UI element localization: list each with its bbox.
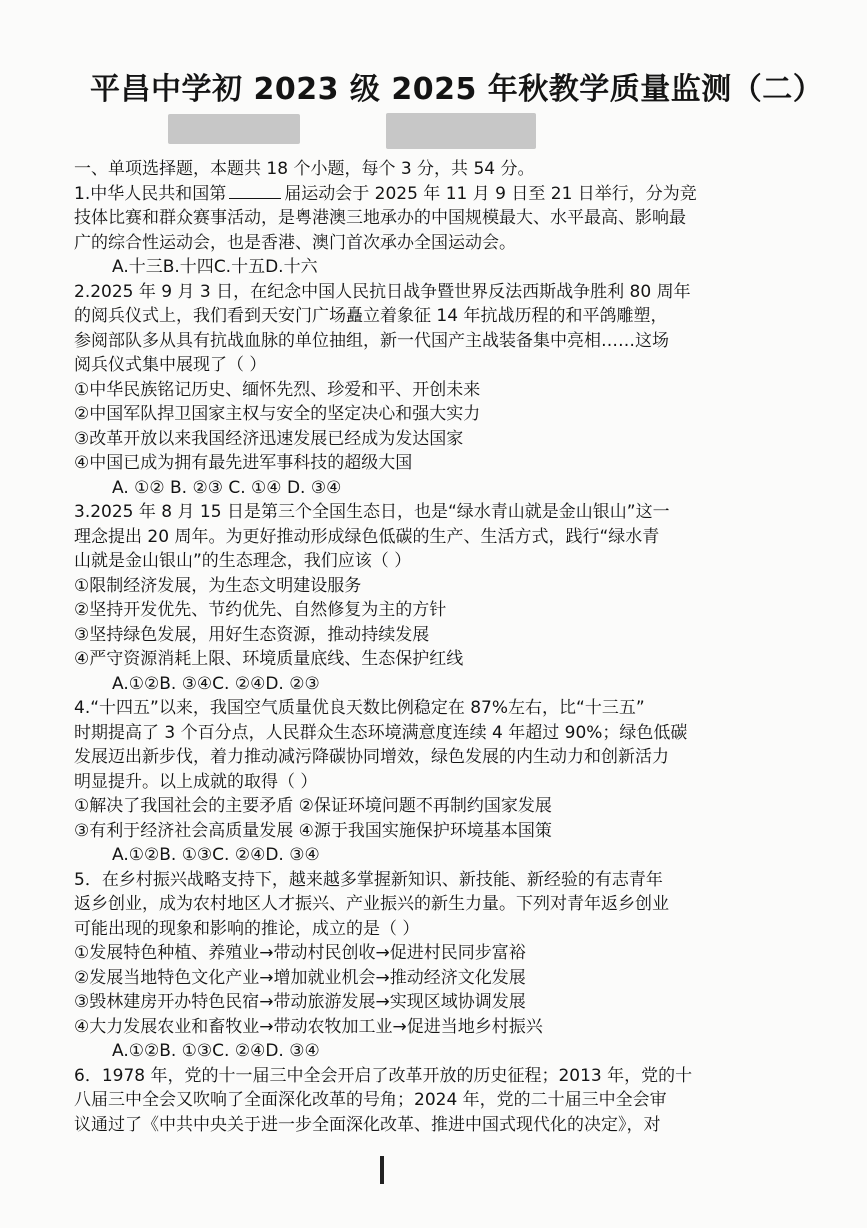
option-a: A.①② — [112, 845, 160, 865]
question-1-line-2: 技体比赛和群众赛事活动，是粤港澳三地承办的中国规模最大、水平最高、影响最 — [74, 208, 686, 228]
question-3-line: 山就是金山银山”的生态理念，我们应该（ ） — [74, 551, 412, 571]
option-d: D. ②③ — [265, 673, 320, 694]
option-c: C. ②④ — [212, 1041, 266, 1061]
option-c: C. ②④ — [212, 673, 266, 694]
question-6-line: 八届三中全会又吹响了全面深化改革的号角；2024 年，党的二十届三中全会审 — [74, 1090, 667, 1110]
option-b: B. ①③ — [159, 845, 213, 865]
question-1-text-b: 届运动会于 2025 年 11 月 9 日至 21 日举行，分为竞 — [284, 183, 697, 204]
question-4-line: 时期提高了 3 个百分点，人民群众生态环境满意度连续 4 年超过 90%；绿色低碳 — [74, 722, 688, 743]
redacted-name-box — [168, 114, 300, 144]
question-4-line: 发展迈出新步伐，着力推动减污降碳协同增效，绿色发展的内生动力和创新活力 — [74, 747, 669, 767]
question-4-statement: ③有利于经济社会高质量发展 ④源于我国实施保护环境基本国策 — [74, 820, 552, 841]
question-5-line: 5．在乡村振兴战略支持下，越来越多掌握新知识、新技能、新经验的有志青年 — [74, 869, 663, 890]
redacted-class-box — [386, 113, 536, 149]
question-2-statement: ②中国军队捍卫国家主权与安全的坚定决心和强大实力 — [74, 404, 481, 424]
question-5-statement: ①发展特色种植、养殖业→带动村民创收→促进村民同步富裕 — [74, 943, 526, 963]
exam-title: 平昌中学初 2023 级 2025 年秋教学质量监测（二） — [90, 72, 824, 107]
question-1-line-1 — [74, 182, 764, 207]
page-number-mark — [380, 1156, 384, 1184]
question-1-line-3: 广的综合性运动会，也是香港、澳门首次承办全国运动会。 — [74, 232, 516, 253]
question-6-line: 议通过了《中共中央关于进一步全面深化改革、推进中国式现代化的决定》，对 — [74, 1114, 661, 1135]
section-heading: 一、单项选择题，本题共 18 个小题，每个 3 分，共 54 分。 — [74, 159, 535, 179]
option-b: B.十四 — [162, 257, 214, 277]
option-a: A.①② — [112, 673, 160, 694]
question-1-options — [74, 255, 764, 280]
question-2-line: 参阅部队多从具有抗战血脉的单位抽组，新一代国产主战装备集中亮相……这场 — [74, 330, 669, 351]
question-5-line: 返乡创业，成为农村地区人才振兴、产业振兴的新生力量。下列对青年返乡创业 — [74, 894, 669, 914]
question-1-text-a: 1.中华人民共和国第 — [74, 183, 227, 204]
question-4-options — [74, 843, 764, 868]
question-5-line: 可能出现的现象和影响的推论，成立的是（ ） — [74, 918, 420, 939]
question-5-statement: ②发展当地特色文化产业→增加就业机会→推动经济文化发展 — [74, 967, 526, 988]
question-5-options — [74, 1039, 764, 1064]
option-ab: A.①②B. ①③ — [112, 1041, 213, 1061]
question-4-statement: ①解决了我国社会的主要矛盾 ②保证环境问题不再制约国家发展 — [74, 796, 552, 816]
question-5-statement: ③毁林建房开办特色民宿→带动旅游发展→实现区域协调发展 — [74, 992, 526, 1012]
option-c: C. ②④ — [212, 845, 266, 865]
exam-content — [74, 157, 764, 1137]
question-2-options: A. ①② B. ②③ C. ①④ D. ③④ — [112, 477, 342, 498]
question-5-statement: ④大力发展农业和畜牧业→带动农牧加工业→促进当地乡村振兴 — [74, 1016, 543, 1037]
question-2-statement: ③改革开放以来我国经济迅速发展已经成为发达国家 — [74, 428, 464, 449]
question-2-line: 2.2025 年 9 月 3 日，在纪念中国人民抗日战争暨世界反法西斯战争胜利 80 周年 — [74, 281, 691, 302]
answer-blank — [229, 184, 281, 199]
question-2-line: 阅兵仪式集中展现了（ ） — [74, 355, 267, 375]
option-d: D. ③④ — [265, 845, 320, 865]
option-a: A.十三 — [112, 257, 163, 277]
question-3-statement: ①限制经济发展，为生态文明建设服务 — [74, 575, 362, 596]
question-3-options — [74, 672, 764, 697]
question-3-statement: ②坚持开发优先、节约优先、自然修复为主的方针 — [74, 600, 447, 620]
option-c: C.十五 — [213, 257, 266, 277]
question-6-line: 6．1978 年，党的十一届三中全会开启了改革开放的历史征程；2013 年，党的十 — [74, 1065, 693, 1086]
question-3-statement: ③坚持绿色发展，用好生态资源，推动持续发展 — [74, 624, 430, 645]
option-d: D.十六 — [265, 257, 318, 277]
question-3-line: 理念提出 20 周年。为更好推动形成绿色低碳的生产、生活方式，践行“绿水青 — [74, 526, 660, 547]
option-b: B. ③④ — [159, 673, 213, 694]
question-2-line: 的阅兵仪式上，我们看到天安门广场矗立着象征 14 年抗战历程的和平鸽雕塑， — [74, 306, 668, 326]
question-4-line: 明显提升。以上成就的取得（ ） — [74, 771, 318, 792]
option-d: D. ③④ — [265, 1041, 320, 1061]
question-3-statement: ④严守资源消耗上限、环境质量底线、生态保护红线 — [74, 649, 464, 669]
question-4-line: 4.“十四五”以来，我国空气质量优良天数比例稳定在 87%左右，比“十三五” — [74, 698, 645, 718]
question-2-statement: ①中华民族铭记历史、缅怀先烈、珍爱和平、开创未来 — [74, 379, 481, 400]
question-2-statement: ④中国已成为拥有最先进军事科技的超级大国 — [74, 453, 413, 473]
question-3-line: 3.2025 年 8 月 15 日是第三个全国生态日，也是“绿水青山就是金山银山”这一 — [74, 502, 670, 522]
